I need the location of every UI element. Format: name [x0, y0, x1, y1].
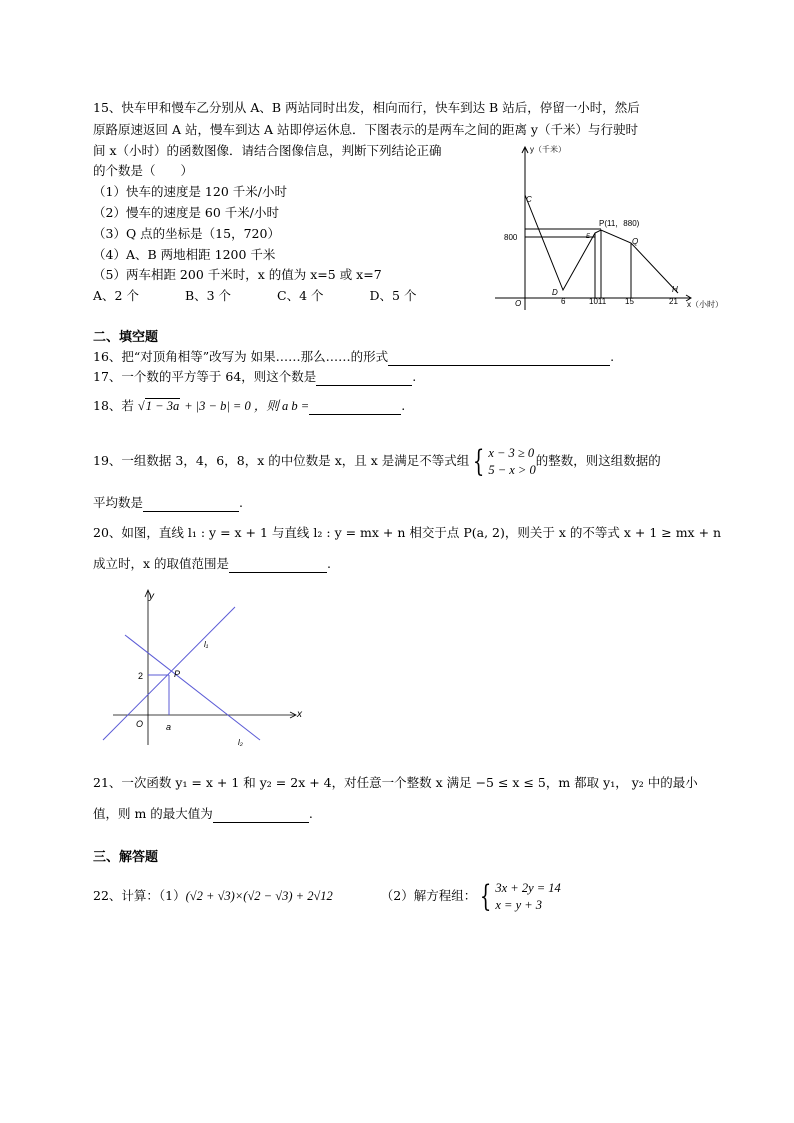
- q15-line1: 15、快车甲和慢车乙分别从 A、B 两站同时出发，相向而行，快车到达 B 站后，停留一小时，然后: [93, 100, 640, 115]
- q15-line4: 的个数是（ ）: [93, 163, 194, 178]
- q21-line2: [93, 805, 313, 823]
- q21-answer-blank[interactable]: [213, 808, 309, 823]
- q22-eq2: x = y + 3: [495, 897, 543, 912]
- q16-text: 16、把“对顶角相等”改写为 如果……那么……的形式: [93, 349, 389, 364]
- q15-statement-3: （3）Q 点的坐标是（15，720）: [93, 226, 280, 241]
- q15-options: [93, 287, 416, 305]
- q19-ineq2: 5 − x > 0: [488, 462, 536, 477]
- q21-line2-text: 值，则 m 的最大值为: [93, 806, 213, 821]
- q20-line1: 20、如图，直线 l₁ : y = x + 1 与直线 l₂ : y = mx + n 相交于点 P(a, 2)，则关于 x 的不等式 x + 1 ≥ mx + n: [93, 525, 722, 540]
- q22-pre: 22、计算：（1）: [93, 888, 186, 903]
- origin-label: O: [136, 719, 144, 729]
- q21-end: .: [308, 806, 313, 821]
- point-e-label: E: [586, 234, 591, 240]
- x-tick-1011: 1011: [589, 297, 607, 306]
- q17: [93, 368, 416, 386]
- x-axis-label: x: [297, 709, 302, 720]
- option-a: A、2 个: [93, 288, 139, 303]
- x-tick-6: 6: [561, 297, 566, 306]
- q16-answer-blank[interactable]: [388, 351, 610, 366]
- y-axis-label: y（千米）: [530, 145, 566, 154]
- line-l2: [125, 635, 260, 740]
- x-tick-21: 21: [669, 297, 678, 306]
- q20-line2: [93, 555, 331, 573]
- q22: 22、计算：（1）(√2 + √3)×(√2 − √3) + 2√12 （2）解方程组： { 3x + 2y = 14 x = y + 3: [93, 878, 561, 914]
- q19-post: 的整数，则这组数据的: [535, 453, 661, 468]
- option-c: C、4 个: [277, 288, 324, 303]
- y-tick-800: 800: [504, 233, 518, 242]
- q17-end: .: [412, 369, 417, 384]
- line-l1: [103, 607, 235, 740]
- q22-part2: （2）解方程组：: [380, 888, 477, 903]
- section-fill-in: 二、填空题: [93, 330, 159, 345]
- q20-line2-text: 成立时，x 的取值范围是: [93, 556, 230, 571]
- x-tick-15: 15: [625, 297, 634, 306]
- q15-graph: [495, 140, 745, 320]
- point-q-label: Q: [632, 237, 639, 246]
- q19-line2: [93, 494, 243, 512]
- q18-pre: 18、若: [93, 398, 134, 413]
- q20-graph: [95, 585, 315, 750]
- q22-expr: (√2 + √3)×(√2 − √3) + 2√12: [185, 889, 333, 903]
- q19-line1: 19、一组数据 3，4，6，8，x 的中位数是 x，且 x 是满足不等式组 { x − 3 ≥ 0 5 − x > 0的整数，则这组数据的: [93, 443, 661, 479]
- q18: 18、若 √1 − 3a + |3 − b| = 0 ，则 a b = .: [93, 398, 406, 413]
- q19-pre: 19、一组数据 3，4，6，8，x 的中位数是 x，且 x 是满足不等式组: [93, 453, 470, 468]
- q15-statement-2: （2）慢车的速度是 60 千米/小时: [93, 205, 280, 220]
- q21-line1: 21、一次函数 y₁ = x + 1 和 y₂ = 2x + 4，对任意一个整数 x 满足 −5 ≤ x ≤ 5，m 都取 y₁， y₂ 中的最小: [93, 775, 698, 790]
- point-p-label: P(11，880): [599, 219, 640, 228]
- l2-label: l₂: [238, 738, 243, 747]
- q22-eq1: 3x + 2y = 14: [495, 880, 561, 895]
- q15-line2: 原路原速返回 A 站，慢车到达 A 站即停运休息．下图表示的是两车之间的距离 y（千米）与行驶时: [93, 122, 638, 137]
- a-label: a: [166, 722, 172, 732]
- x-axis-label: x（小时）: [687, 300, 723, 309]
- q18-answer-blank[interactable]: [309, 400, 401, 415]
- point-c-label: C: [526, 195, 532, 204]
- q20-answer-blank[interactable]: [229, 558, 327, 573]
- q15-statement-1: （1）快车的速度是 120 千米/小时: [93, 184, 287, 199]
- q15-line3: 间 x（小时）的函数图像．请结合图像信息，判断下列结论正确: [93, 143, 442, 158]
- point-h-label: H: [672, 285, 678, 294]
- q15-statement-5: （5）两车相距 200 千米时，x 的值为 x=5 或 x=7: [93, 267, 382, 282]
- option-d: D、5 个: [369, 288, 417, 303]
- l1-label: l₁: [204, 640, 209, 649]
- q19-answer-blank[interactable]: [143, 497, 239, 512]
- q18-mid: + |3 − b| = 0 ，则 a b =: [184, 399, 310, 413]
- option-b: B、3 个: [184, 288, 232, 303]
- y-tick-2: 2: [138, 671, 144, 681]
- origin-label: O: [515, 299, 522, 308]
- q20-end: .: [327, 556, 332, 571]
- section-solve: 三、解答题: [93, 850, 159, 865]
- q19-end: .: [239, 495, 243, 510]
- point-d-label: D: [552, 288, 558, 297]
- q17-answer-blank[interactable]: [316, 371, 412, 386]
- q16-end: .: [610, 349, 615, 364]
- q15-statement-4: （4）A、B 两地相距 1200 千米: [93, 247, 276, 262]
- q18-end: .: [401, 398, 406, 413]
- q16: [93, 348, 614, 366]
- q19-ineq1: x − 3 ≥ 0: [488, 445, 535, 460]
- q18-radicand: 1 − 3a: [145, 399, 180, 413]
- y-axis-label: y: [149, 591, 154, 602]
- point-p-label: P: [174, 669, 181, 679]
- q17-text: 17、一个数的平方等于 64，则这个数是: [93, 369, 317, 384]
- q19-line2-text: 平均数是: [93, 495, 144, 510]
